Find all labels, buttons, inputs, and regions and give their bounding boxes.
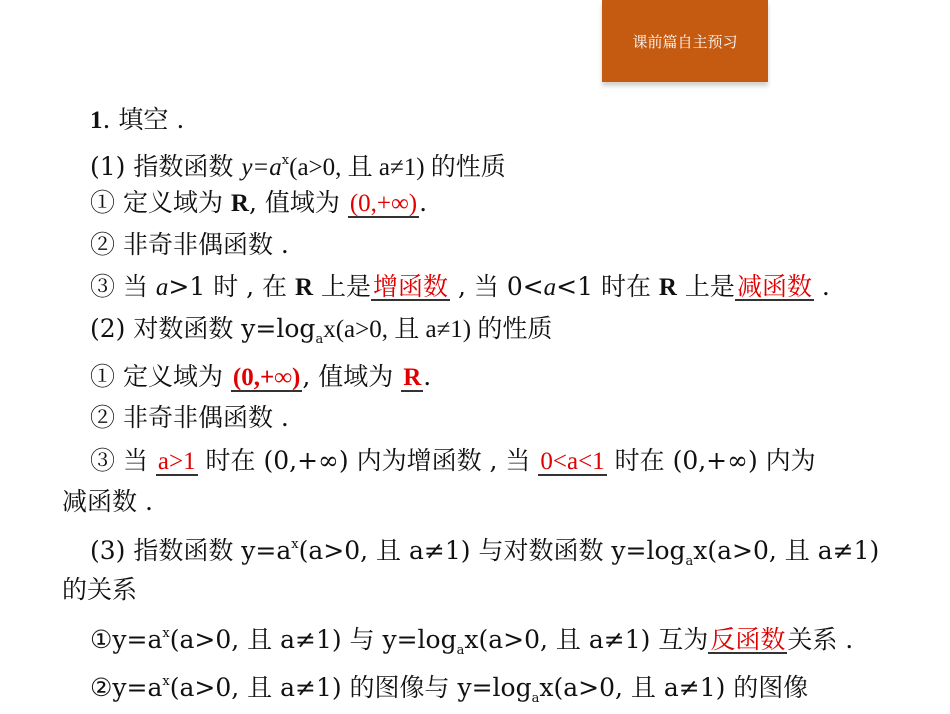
log-function-heading: (2) 对数函数 $y=\log_ax(a>0$, 且 a≠1) 的性质 (90, 314, 553, 347)
answer-blank: 0<a<1 (540, 448, 605, 475)
answer-blank: a>1 (157, 448, 196, 475)
inverse-relation: $①y=a^x(a>0$, 且 a≠1) 与 $y=\log_ax(a>0$, 且 a≠1) 互为反函数关系 . (90, 625, 854, 658)
graph-relation: $②y=a^x(a>0$, 且 a≠1) 的图像与 $y=\log_ax(a>0$, 且 a≠1) 的图像 (90, 673, 809, 706)
log-monotonicity-wrap: 减函数 . (62, 487, 153, 516)
exp-monotonicity: ③ 当 a>1 时 , 在 R 上是增函数 , 当 0<a<1 时在 R 上是减函数 . (90, 272, 830, 301)
exercise-title: . 填空 . (102, 105, 185, 134)
relation-heading: (3) 指数函数 $y=a^x(a>0$, 且 a≠1) 与对数函数 $y=\log_ax(a>0$, 且 a≠1) (90, 536, 880, 569)
answer-blank: 减函数 (736, 272, 812, 301)
answer-blank: R (403, 364, 422, 391)
exp-parity: ② 非奇非偶函数 . (90, 230, 289, 259)
log-monotonicity: ③ 当 a>1 时在 (0,+∞) 内为增函数 , 当 0<a<1 时在 (0,+∞) 内为 (90, 446, 816, 475)
log-domain-range: ① 定义域为 (0,+∞), 值域为 R. (90, 362, 432, 391)
answer-blank: (0,+∞) (232, 364, 301, 391)
answer-blank: 增函数 (373, 272, 449, 301)
exp-domain-range: ① 定义域为 R, 值域为 (0,+∞). (90, 188, 428, 217)
exp-function-heading: (1) 指数函数 $y=a^x(a>0$, 且 a≠1) 的性质 (90, 152, 506, 181)
exercise-heading (90, 105, 184, 136)
log-parity: ② 非奇非偶函数 . (90, 403, 289, 432)
answer-blank: (0,+∞) (349, 190, 418, 217)
exercise-number: 1 (90, 107, 103, 134)
answer-blank: 反函数 (710, 625, 786, 654)
relation-heading-wrap: 的关系 (62, 575, 138, 604)
section-badge: 课前篇自主预习 (602, 0, 768, 82)
